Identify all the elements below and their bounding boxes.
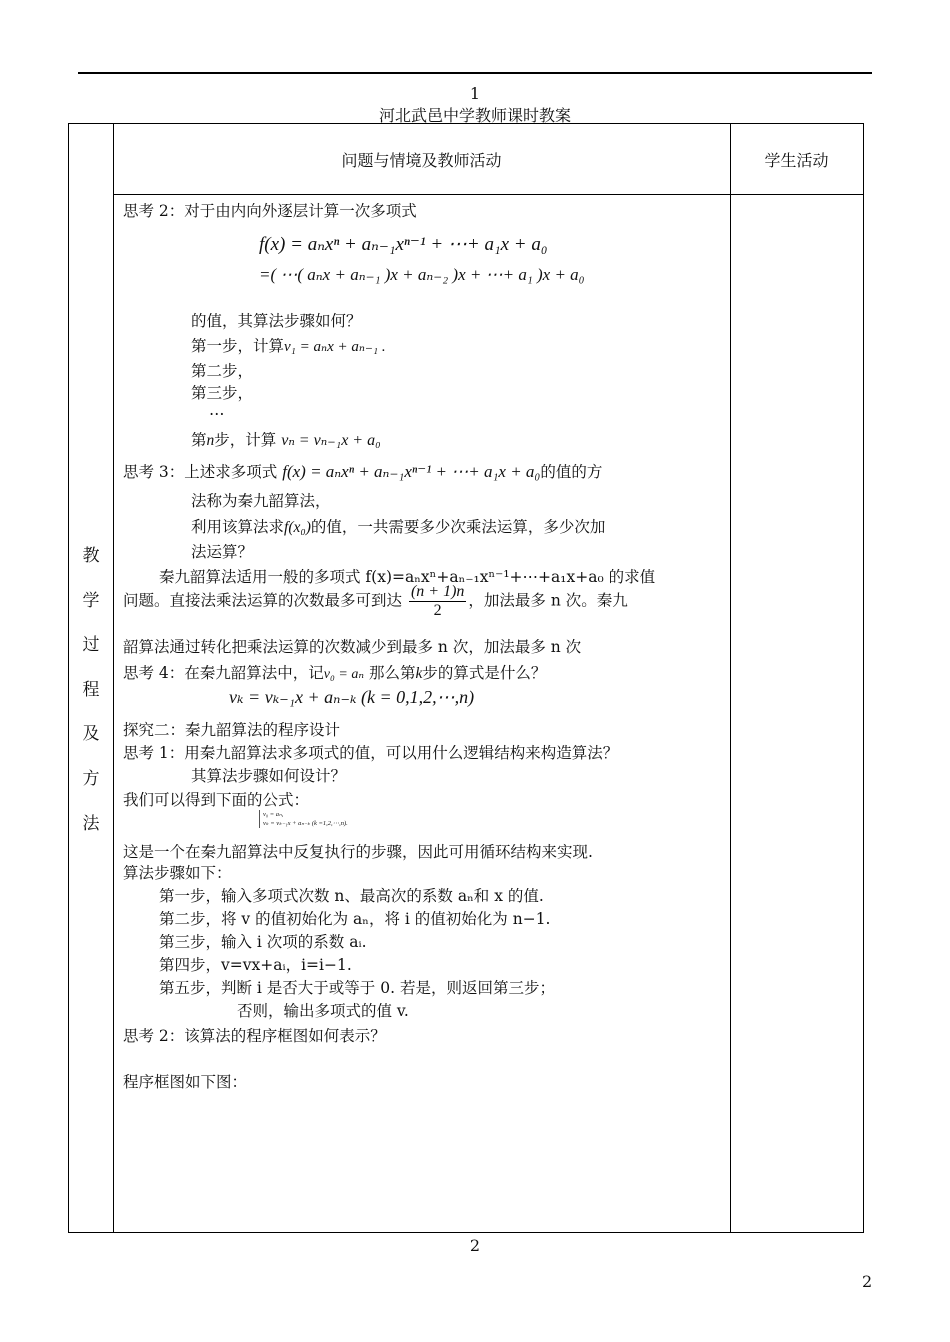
algo-step-2: 第二步，将 v 的值初始化为 aₙ，将 i 的值初始化为 n−1. (159, 910, 551, 928)
algo-steps-intro: 算法步骤如下： (123, 864, 232, 882)
qin-line1: 秦九韶算法适用一般的多项式 f(x)=aₙxⁿ+aₙ₋₁xⁿ⁻¹+⋯+a₁x+a₀ 的求值 (159, 568, 656, 586)
algo-step-3: 第三步，输入 i 次项的系数 aᵢ. (159, 933, 367, 951)
side-label (69, 534, 113, 846)
think4-answer: vₖ = vₖ₋₁x + aₙ₋ₖ (k = 0,1,2,⋯,n) (229, 687, 475, 707)
side-char: 法 (82, 813, 100, 834)
step-1: 第一步，计算v₁ = aₙx + aₙ₋₁ . (191, 337, 386, 355)
think3-line2: 法称为秦九韶算法， (191, 492, 331, 510)
side-char: 及 (82, 724, 100, 745)
algo-step-5b: 否则，输出多项式的值 v. (237, 1002, 409, 1020)
side-char: 过 (82, 635, 100, 656)
algo-step-5: 第五步，判断 i 是否大于或等于 0. 若是，则返回第三步； (159, 979, 555, 997)
explore2-title: 探究二：秦九韶算法的程序设计 (123, 721, 341, 739)
flowchart-intro: 程序框图如下图： (123, 1073, 248, 1091)
side-char: 程 (82, 679, 100, 700)
think2b: 思考 2：该算法的程序框图如何表示？ (123, 1027, 386, 1045)
side-char: 教 (82, 546, 100, 566)
column-divider-student (730, 124, 731, 1232)
lesson-table (68, 123, 864, 1233)
document-title: 河北武邑中学教师课时教案 (378, 106, 571, 125)
polynomial-formula: f(x) = aₙxⁿ + aₙ₋₁xⁿ⁻¹ + ⋯+ a₁x + a₀ (259, 234, 548, 255)
page-number-top: 1 (469, 84, 481, 103)
think3-formula: f(x) = aₙxⁿ + aₙ₋₁xⁿ⁻¹ + ⋯+ a₁x + a₀ (282, 462, 541, 481)
side-char: 学 (82, 590, 100, 611)
header-student: 学生活动 (764, 151, 829, 170)
side-char: 方 (82, 768, 100, 789)
algo-step-4: 第四步，v=vx+aᵢ，i=i−1. (159, 956, 352, 974)
algo-step-1: 第一步，输入多项式次数 n、最高次的系数 aₙ和 x 的值. (159, 887, 544, 905)
fraction-numerator: (n + 1)n (410, 583, 465, 600)
think3-line3: 利用该算法求f(x₀)的值，一共需要多少次乘法运算，多少次加 (191, 518, 606, 536)
page-number-corner: 2 (862, 1272, 873, 1291)
step-3: 第三步， (191, 384, 254, 402)
page-number-bottom: 2 (469, 1236, 481, 1255)
fraction-denominator: 2 (433, 602, 442, 619)
nested-formula: =( ⋯( aₙx + aₙ₋₁ )x + aₙ₋₂ )x + ⋯+ a₁ )x + a₀ (259, 265, 585, 284)
loop-note: 这是一个在秦九韶算法中反复执行的步骤，因此可用循环结构来实现. (123, 843, 593, 861)
step1-formula: v₁ = aₙx + aₙ₋₁ . (284, 339, 386, 355)
step-n: 第n步，计算 vₙ = vₙ₋₁x + a₀ (191, 431, 381, 449)
fraction (409, 583, 466, 620)
recurrence-formula: v₀ = aₙ, vₖ = vₖ₋₁x + aₙ₋ₖ (k =1,2,⋯,n). (259, 810, 348, 828)
think1-line1: 思考 1：用秦九韶算法求多项式的值，可以用什么逻辑结构来构造算法？ (123, 744, 619, 762)
column-divider-side (113, 124, 114, 1232)
think3-line4: 法运算？ (191, 543, 254, 561)
think2-title: 思考 2：对于由内向外逐层计算一次多项式 (123, 202, 417, 220)
stepn-formula: vₙ = vₙ₋₁x + a₀ (281, 432, 381, 449)
value-question: 的值，其算法步骤如何？ (191, 312, 362, 330)
think3-line1: 思考 3：上述求多项式 f(x) = aₙxⁿ + aₙ₋₁xⁿ⁻¹ + ⋯+ a₁x + a₀的值的方 (123, 462, 603, 481)
top-rule (78, 72, 872, 74)
ellipsis: … (209, 401, 225, 419)
formula-intro: 我们可以得到下面的公式： (123, 791, 310, 809)
header-main: 问题与情境及教师活动 (341, 151, 502, 170)
think1-line2: 其算法步骤如何设计？ (191, 767, 347, 785)
header-divider (113, 194, 863, 195)
qin-line3: 韶算法通过转化把乘法运算的次数减少到最多 n 次，加法最多 n 次 (123, 638, 582, 656)
qin-line2: 问题。直接法乘法运算的次数最多可到达 $\frac{(n + 1)n}{2}$ ，加法最多 n 次。秦九 (123, 583, 628, 619)
think4-question: 思考 4：在秦九韶算法中，记v₀ = aₙ 那么第k步的算式是什么？ (123, 664, 547, 682)
step-2: 第二步， (191, 362, 254, 380)
